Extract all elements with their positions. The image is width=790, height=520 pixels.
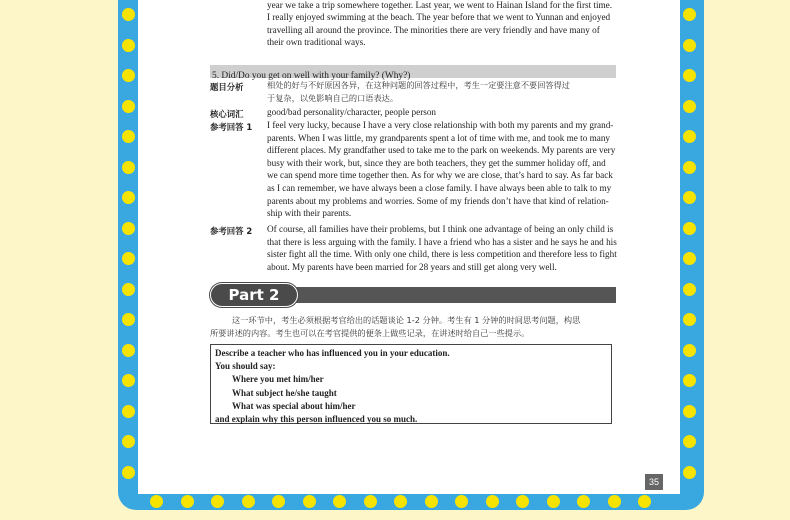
text-line: Of course, all families have their problems, but I think one advantage of being an only child is bbox=[267, 224, 614, 234]
frame-dot bbox=[683, 130, 696, 143]
book-page bbox=[138, 0, 680, 494]
frame-dot bbox=[122, 252, 135, 265]
frame-dot bbox=[683, 252, 696, 265]
frame-dot bbox=[683, 191, 696, 204]
frame-dot bbox=[364, 495, 377, 508]
frame-dot bbox=[122, 39, 135, 52]
vocab-label: 核心词汇 bbox=[210, 109, 244, 119]
cue-card-should-say: You should say: bbox=[215, 361, 276, 372]
frame-dot bbox=[122, 283, 135, 296]
text-line: year we take a trip somewhere together. Last year, we went to Hainan Island for the first time. bbox=[267, 0, 613, 10]
cue-card-point: What was special about him/her bbox=[232, 400, 356, 411]
answer2-text bbox=[267, 223, 617, 273]
frame-dot bbox=[122, 405, 135, 418]
frame-dot bbox=[683, 435, 696, 448]
frame-dot bbox=[122, 466, 135, 479]
frame-dot bbox=[547, 495, 560, 508]
text-line: 所要讲述的内容。考生也可以在考官提供的便条上做些记录，在讲述时给自己一些提示。 bbox=[210, 328, 530, 338]
frame-dot bbox=[486, 495, 499, 508]
text-line: parents. When I was little, my grandparents spent a lot of time with me, and took me to many bbox=[267, 132, 611, 143]
frame-dot bbox=[122, 69, 135, 82]
frame-dot bbox=[683, 405, 696, 418]
text-line: different places. My grandfather used to take me to the park on weekends. My parents are very bbox=[267, 145, 616, 156]
text-line: their own traditional ways. bbox=[267, 37, 366, 48]
text-line: I really enjoyed swimming at the beach. The year before that we went to Yunnan and enjoyed bbox=[267, 12, 611, 23]
part-heading bbox=[210, 283, 616, 307]
frame-dot bbox=[683, 374, 696, 387]
text-line: sister fight all the time. With only one child, there is less competition and therefore less to fight bbox=[267, 249, 617, 260]
analysis-text bbox=[267, 79, 617, 104]
text-line: busy with their work, but, since they are both teachers, they get the summer holiday off, and bbox=[267, 157, 606, 168]
frame-dot bbox=[122, 100, 135, 113]
frame-dot bbox=[122, 313, 135, 326]
cue-card bbox=[210, 344, 612, 424]
frame-dot bbox=[683, 100, 696, 113]
frame-dot bbox=[683, 313, 696, 326]
frame-dot bbox=[150, 495, 163, 508]
frame-dot bbox=[608, 495, 621, 508]
cue-card-topic: Describe a teacher who has influenced you in your education. bbox=[215, 348, 450, 358]
frame-dot bbox=[122, 130, 135, 143]
frame-dot bbox=[272, 495, 285, 508]
page-number: 35 bbox=[645, 474, 663, 490]
answer1-text bbox=[267, 119, 617, 220]
frame-dot bbox=[455, 495, 468, 508]
vocab-text: good/bad personality/character, people person bbox=[267, 107, 437, 117]
text-line: ship with their parents. bbox=[267, 208, 352, 219]
frame-dot bbox=[122, 435, 135, 448]
frame-dot bbox=[683, 466, 696, 479]
answer2-label: 参考回答 2 bbox=[210, 226, 253, 236]
frame-dot bbox=[211, 495, 224, 508]
frame-dot bbox=[303, 495, 316, 508]
text-line: parents about my problems and worries. Some of my friends don’t have that kind of relation- bbox=[267, 195, 609, 206]
text-line: travelling all around the province. The minorities there are very friendly and have many of bbox=[267, 24, 600, 35]
frame-dot bbox=[638, 495, 651, 508]
frame-dot bbox=[683, 283, 696, 296]
answer1-label: 参考回答 1 bbox=[210, 122, 253, 132]
text-line: 于复杂，以免影响自己的口语表达。 bbox=[267, 92, 399, 103]
text-line: 相处的好与不好原因各异，在这种问题的回答过程中，考生一定要注意不要回答得过 bbox=[267, 80, 570, 90]
frame-dot bbox=[333, 495, 346, 508]
frame-dot bbox=[516, 495, 529, 508]
frame-dot bbox=[122, 161, 135, 174]
part-intro bbox=[210, 314, 616, 340]
cue-card-point: Where you met him/her bbox=[232, 374, 324, 385]
text-line: 这一环节中，考生必须根据考官给出的话题谈论 1-2 分钟。考生有 1 分钟的时间思考问题，构思 bbox=[232, 315, 581, 325]
frame-dot bbox=[577, 495, 590, 508]
frame-dot bbox=[683, 69, 696, 82]
top-answer-text bbox=[267, 0, 617, 49]
cue-card-closing: and explain why this person influenced you so much. bbox=[215, 414, 418, 425]
frame-dot bbox=[394, 495, 407, 508]
frame-dot bbox=[683, 39, 696, 52]
frame-dot bbox=[683, 8, 696, 21]
text-line: I feel very lucky, because I have a very close relationship with both my parents and my grand- bbox=[267, 120, 614, 130]
text-line: that there is less arguing with the family. I have a friend who has a sister and he says he and his bbox=[267, 236, 617, 247]
text-line: about. My parents have been married for 28 years and still get along very well. bbox=[267, 261, 557, 272]
frame-dot bbox=[242, 495, 255, 508]
part-heading-label: Part 2 bbox=[210, 283, 298, 307]
frame-dot bbox=[122, 191, 135, 204]
question-bar bbox=[210, 65, 616, 81]
text-line: we can spend more time together then. As for why we are close, that’s hard to say. As far back bbox=[267, 170, 613, 181]
frame-dot bbox=[425, 495, 438, 508]
analysis-label: 题目分析 bbox=[210, 82, 244, 92]
frame-dot bbox=[122, 8, 135, 21]
frame-dot bbox=[683, 344, 696, 357]
part-heading-bar bbox=[270, 287, 616, 303]
question-title: 5. Did/Do you get on well with your family? (Why?) bbox=[212, 71, 411, 81]
frame-dot bbox=[181, 495, 194, 508]
frame-dot bbox=[122, 374, 135, 387]
frame-dot bbox=[122, 344, 135, 357]
text-line: as I can remember, we have always been a close family. I have always been able to talk to my bbox=[267, 182, 612, 193]
cue-card-point: What subject he/she taught bbox=[232, 387, 337, 398]
frame-dot bbox=[683, 222, 696, 235]
frame-dot bbox=[683, 161, 696, 174]
frame-dot bbox=[122, 222, 135, 235]
